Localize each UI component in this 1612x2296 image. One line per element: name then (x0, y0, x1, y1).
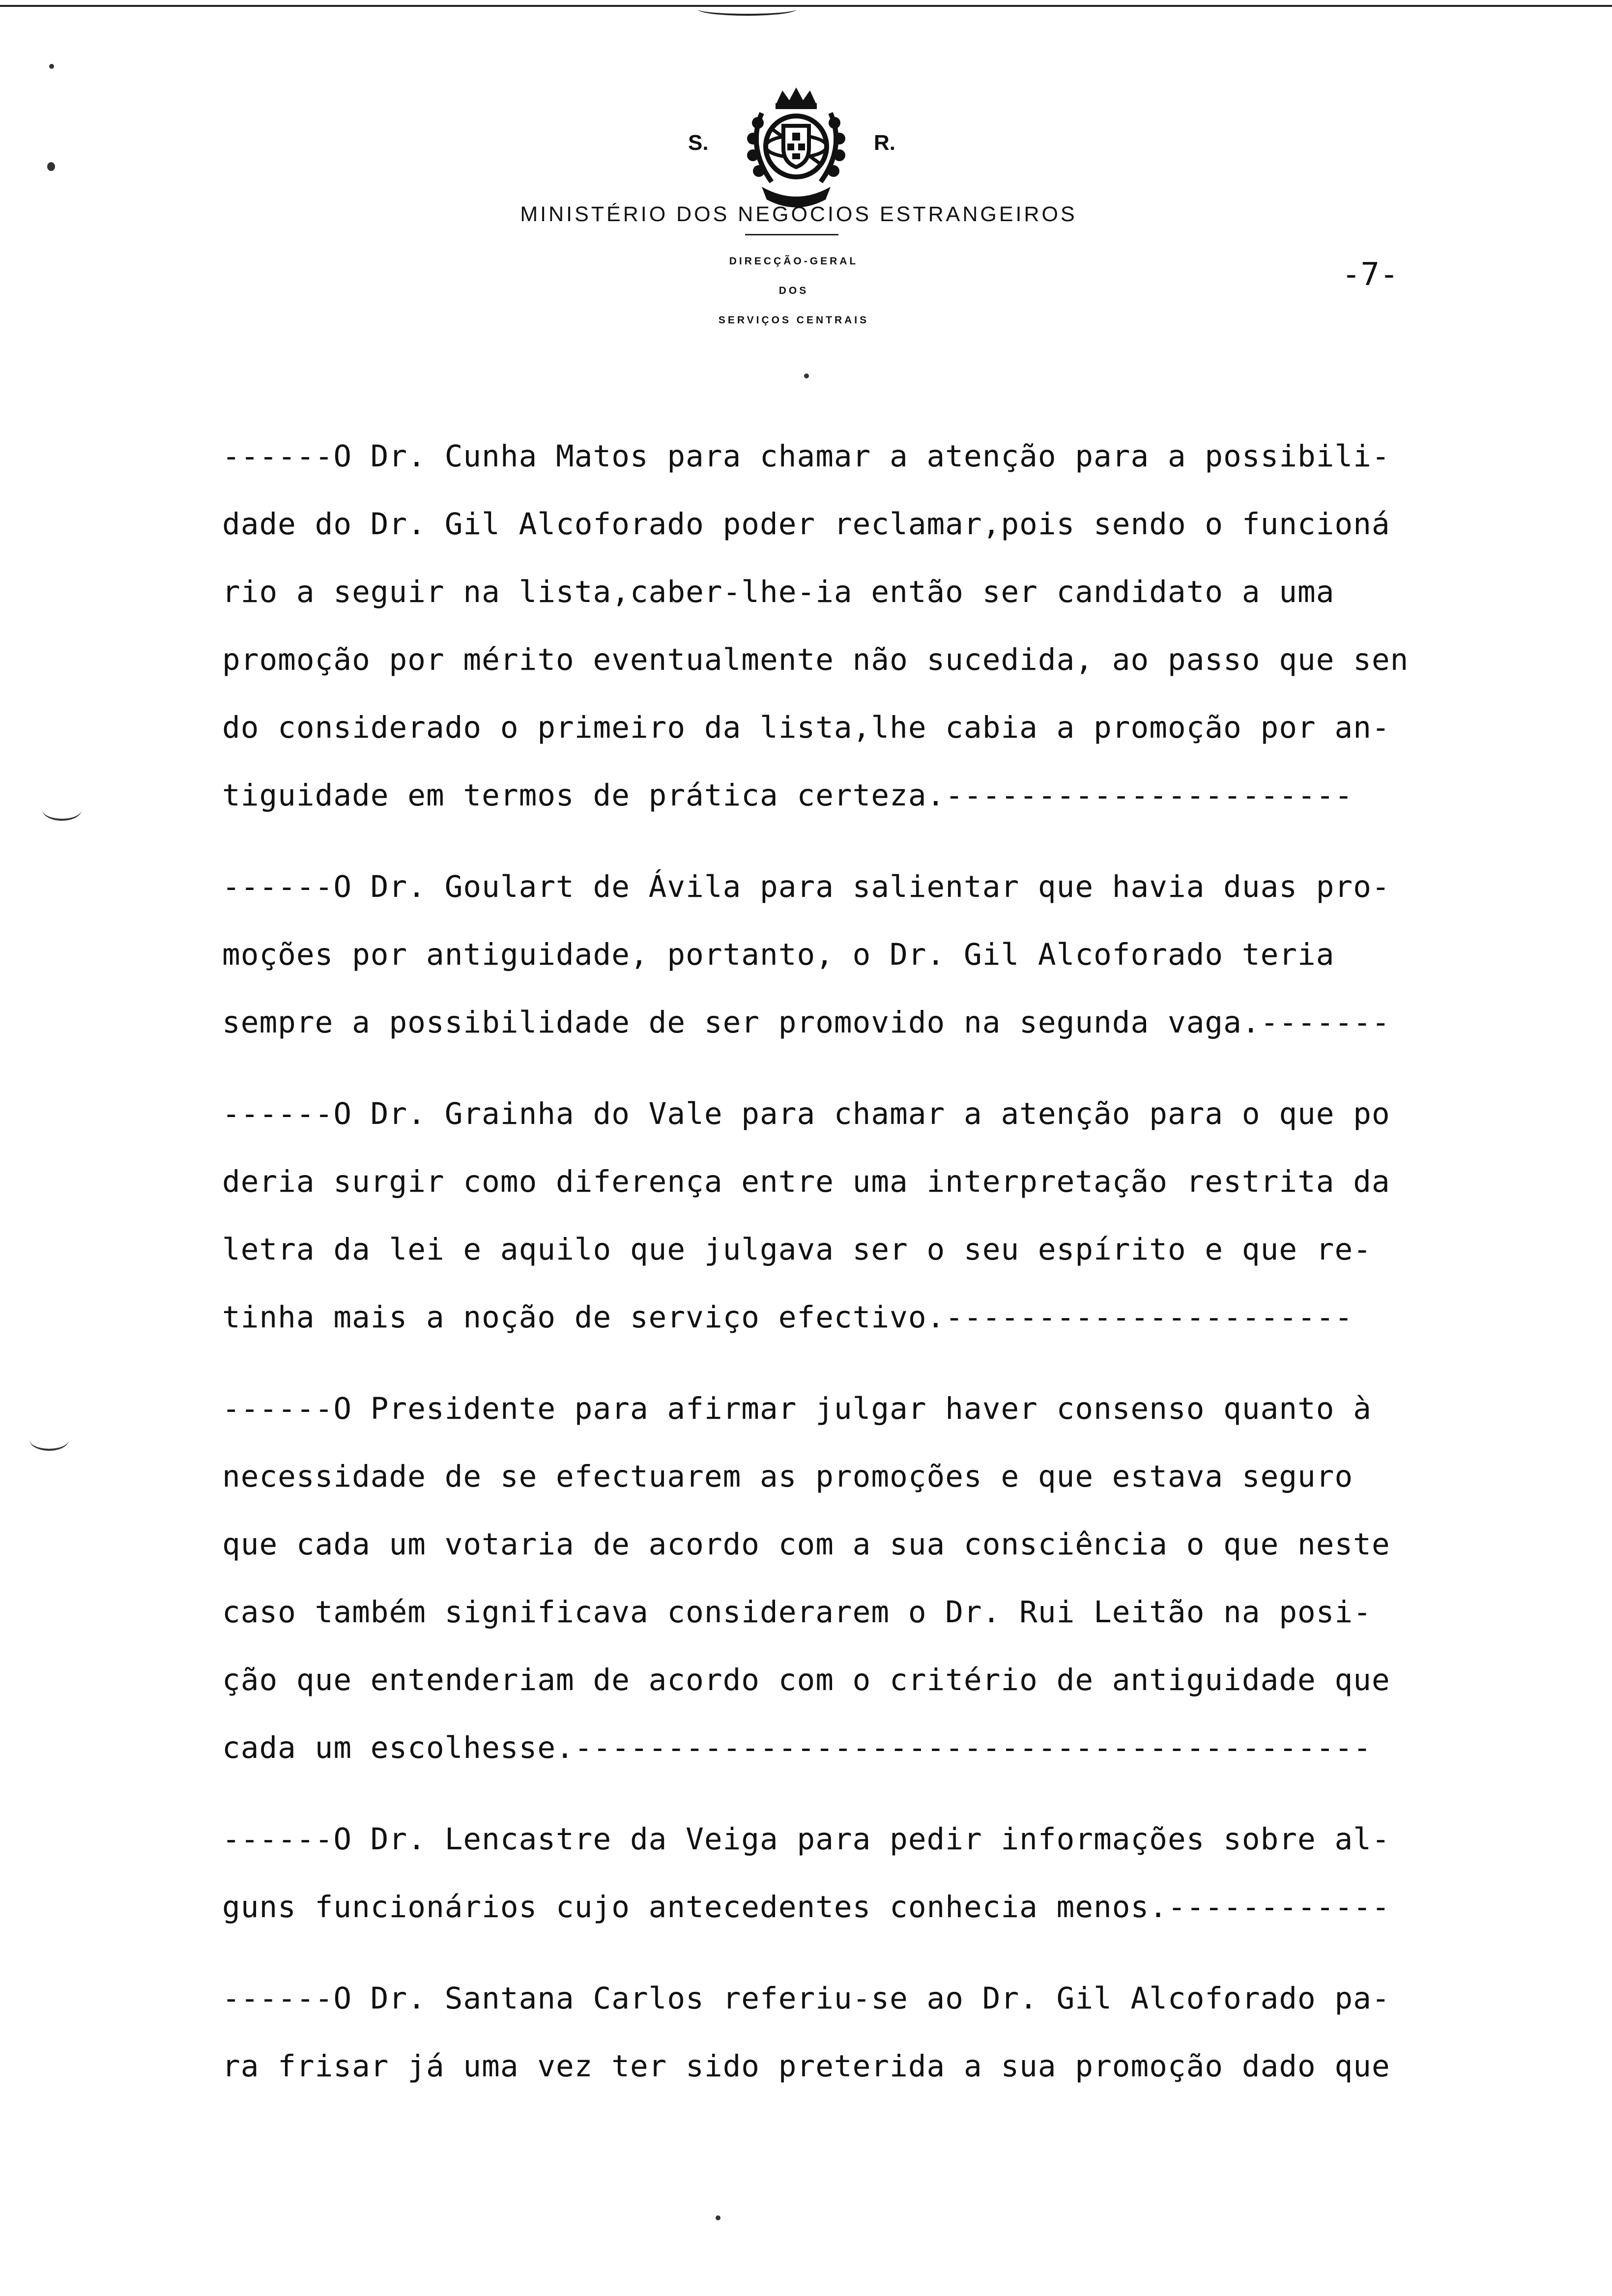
text-line: do considerado o primeiro da lista,lhe cabia a promoção por an- (222, 710, 1390, 745)
text-line: tinha mais a noção de serviço efectivo.---------------------- (222, 1300, 1353, 1335)
ministry-name: MINISTÉRIO DOS NEGÓCIOS ESTRANGEIROS (520, 202, 1077, 226)
paragraph-grainha-do-vale (222, 1080, 1510, 1351)
letterhead-left-initial: S. (688, 131, 709, 155)
margin-punch-mark (29, 1429, 69, 1451)
text-line: deria surgir como diferença entre uma interpretação restrita da (222, 1164, 1390, 1199)
text-line: rio a seguir na lista,caber-lhe-ia então ser candidato a uma (222, 574, 1335, 609)
paragraph-goulart-de-avila (222, 853, 1510, 1057)
text-line: que cada um votaria de acordo com a sua consciência o que neste (222, 1527, 1390, 1562)
page-number: -7- (1342, 257, 1399, 293)
text-line: ------O Dr. Grainha do Vale para chamar a atenção para o que po (222, 1096, 1390, 1131)
text-line: ------O Dr. Goulart de Ávila para salientar que havia duas pro- (222, 869, 1390, 904)
text-line: ------O Dr. Cunha Matos para chamar a atenção para a possibili- (222, 439, 1390, 474)
top-border-notch (698, 3, 796, 16)
letterhead-divider (745, 234, 838, 235)
paragraph-lencastre-da-veiga (222, 1806, 1510, 1941)
margin-punch-mark (42, 799, 82, 821)
text-line: sempre a possibilidade de ser promovido na segunda vaga.------- (222, 1005, 1390, 1040)
text-line: ------O Presidente para afirmar julgar haver consenso quanto à (222, 1391, 1372, 1426)
text-line: ------O Dr. Lencastre da Veiga para pedir informações sobre al- (222, 1822, 1390, 1857)
text-line: ------O Dr. Santana Carlos referiu-se ao Dr. Gil Alcoforado pa- (222, 1981, 1390, 2016)
text-line: ra frisar já uma vez ter sido preterida a sua promoção dado que (222, 2049, 1390, 2084)
text-line: promoção por mérito eventualmente não sucedida, ao passo que sen (222, 642, 1409, 677)
letterhead-right-initial: R. (874, 131, 895, 155)
text-line: dade do Dr. Gil Alcoforado poder reclamar,pois sendo o funcioná (222, 507, 1390, 542)
portuguese-coat-of-arms-icon (727, 84, 865, 211)
department-line-2: DOS (778, 285, 809, 296)
text-line: caso também significava considerarem o Dr. Rui Leitão na posi- (222, 1595, 1372, 1630)
text-line: necessidade de se efectuarem as promoções e que estava seguro (222, 1459, 1353, 1494)
scan-speck (804, 373, 809, 378)
document-body (222, 423, 1510, 2124)
text-line: tiguidade em termos de prática certeza.---------------------- (222, 778, 1353, 813)
text-line: cada um escolhesse.------------------------------------------- (222, 1730, 1372, 1765)
letterhead (0, 84, 1612, 349)
text-line: moções por antiguidade, portanto, o Dr. Gil Alcoforado teria (222, 937, 1335, 972)
scan-speck (716, 2215, 720, 2220)
scan-speck (49, 64, 54, 69)
department-line-1: DIRECÇÃO-GERAL (729, 256, 859, 267)
text-line: guns funcionários cujo antecedentes conhecia menos.------------ (222, 1890, 1390, 1924)
top-border-line (0, 5, 1612, 7)
text-line: letra da lei e aquilo que julgava ser o seu espírito e que re- (222, 1232, 1372, 1267)
paragraph-santana-carlos (222, 1965, 1510, 2100)
paragraph-cunha-matos (222, 423, 1510, 830)
text-line: ção que entenderiam de acordo com o critério de antiguidade que (222, 1663, 1390, 1697)
paragraph-presidente (222, 1375, 1510, 1782)
department-line-3: SERVIÇOS CENTRAIS (718, 315, 869, 326)
scan-speck (47, 162, 55, 171)
